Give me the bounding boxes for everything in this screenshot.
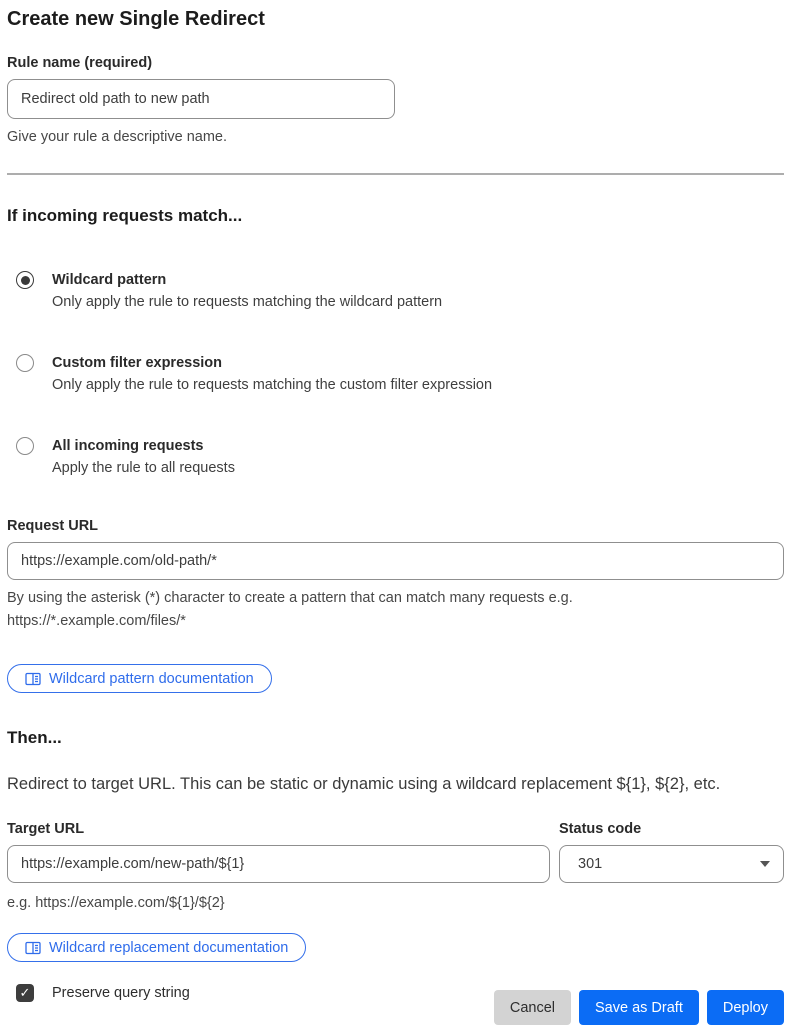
- book-icon: [25, 941, 41, 955]
- radio-option-wildcard-pattern[interactable]: [7, 269, 784, 313]
- deploy-button[interactable]: Deploy: [707, 990, 784, 1025]
- request-url-group: [7, 518, 784, 633]
- radio-option-description: Apply the rule to all requests: [52, 460, 235, 476]
- wildcard-replacement-doc-button[interactable]: [7, 933, 306, 962]
- target-url-helper: e.g. https://example.com/${1}/${2}: [7, 895, 225, 911]
- status-code-group: [559, 821, 784, 915]
- status-code-select[interactable]: [559, 845, 784, 883]
- request-url-input[interactable]: [7, 542, 784, 580]
- request-url-label: Request URL: [7, 518, 99, 534]
- radio-button-icon[interactable]: [16, 354, 34, 372]
- radio-option-label: All incoming requests: [52, 438, 204, 454]
- checkbox-checked-icon[interactable]: ✓: [16, 984, 34, 1002]
- then-section-heading: Then...: [7, 728, 62, 747]
- section-divider: [7, 173, 784, 175]
- radio-option-description: Only apply the rule to requests matching the wildcard pattern: [52, 294, 443, 310]
- book-icon: [25, 672, 41, 686]
- page-title: Create new Single Redirect: [7, 8, 265, 30]
- redirect-description: Redirect to target URL. This can be static or dynamic using a wildcard replacement ${1}, ${2}, etc.: [7, 775, 721, 793]
- status-code-value: 301: [578, 856, 603, 872]
- target-url-group: [7, 821, 550, 915]
- request-url-helper-line1: By using the asterisk (*) character to create a pattern that can match many requests e.g.: [7, 590, 573, 606]
- match-options-group: [7, 269, 784, 479]
- rule-name-helper: Give your rule a descriptive name.: [7, 129, 228, 145]
- rule-name-label: Rule name (required): [7, 55, 153, 71]
- radio-button-icon[interactable]: [16, 437, 34, 455]
- preserve-query-label: Preserve query string: [52, 985, 190, 1001]
- request-url-helper: [7, 587, 784, 633]
- footer-action-buttons: [494, 990, 784, 1025]
- doc-button-label: Wildcard replacement documentation: [49, 939, 289, 956]
- target-url-label: Target URL: [7, 821, 85, 837]
- radio-option-label: Custom filter expression: [52, 355, 223, 371]
- rule-name-input[interactable]: [7, 79, 395, 119]
- radio-option-custom-filter[interactable]: [7, 352, 784, 396]
- radio-option-all-requests[interactable]: [7, 435, 784, 479]
- radio-button-icon[interactable]: [16, 271, 34, 289]
- cancel-button[interactable]: Cancel: [494, 990, 571, 1025]
- doc-button-label: Wildcard pattern documentation: [49, 670, 254, 687]
- rule-name-group: [7, 55, 784, 149]
- status-code-label: Status code: [559, 821, 642, 837]
- request-url-helper-line2: https://*.example.com/files/*: [7, 613, 186, 629]
- radio-option-description: Only apply the rule to requests matching the custom filter expression: [52, 377, 493, 393]
- radio-option-label: Wildcard pattern: [52, 272, 167, 288]
- target-url-input[interactable]: [7, 845, 550, 883]
- target-url-row: [7, 821, 784, 915]
- chevron-down-icon: [760, 861, 770, 867]
- save-as-draft-button[interactable]: Save as Draft: [579, 990, 699, 1025]
- wildcard-pattern-doc-button[interactable]: [7, 664, 272, 693]
- match-section-heading: If incoming requests match...: [7, 206, 243, 225]
